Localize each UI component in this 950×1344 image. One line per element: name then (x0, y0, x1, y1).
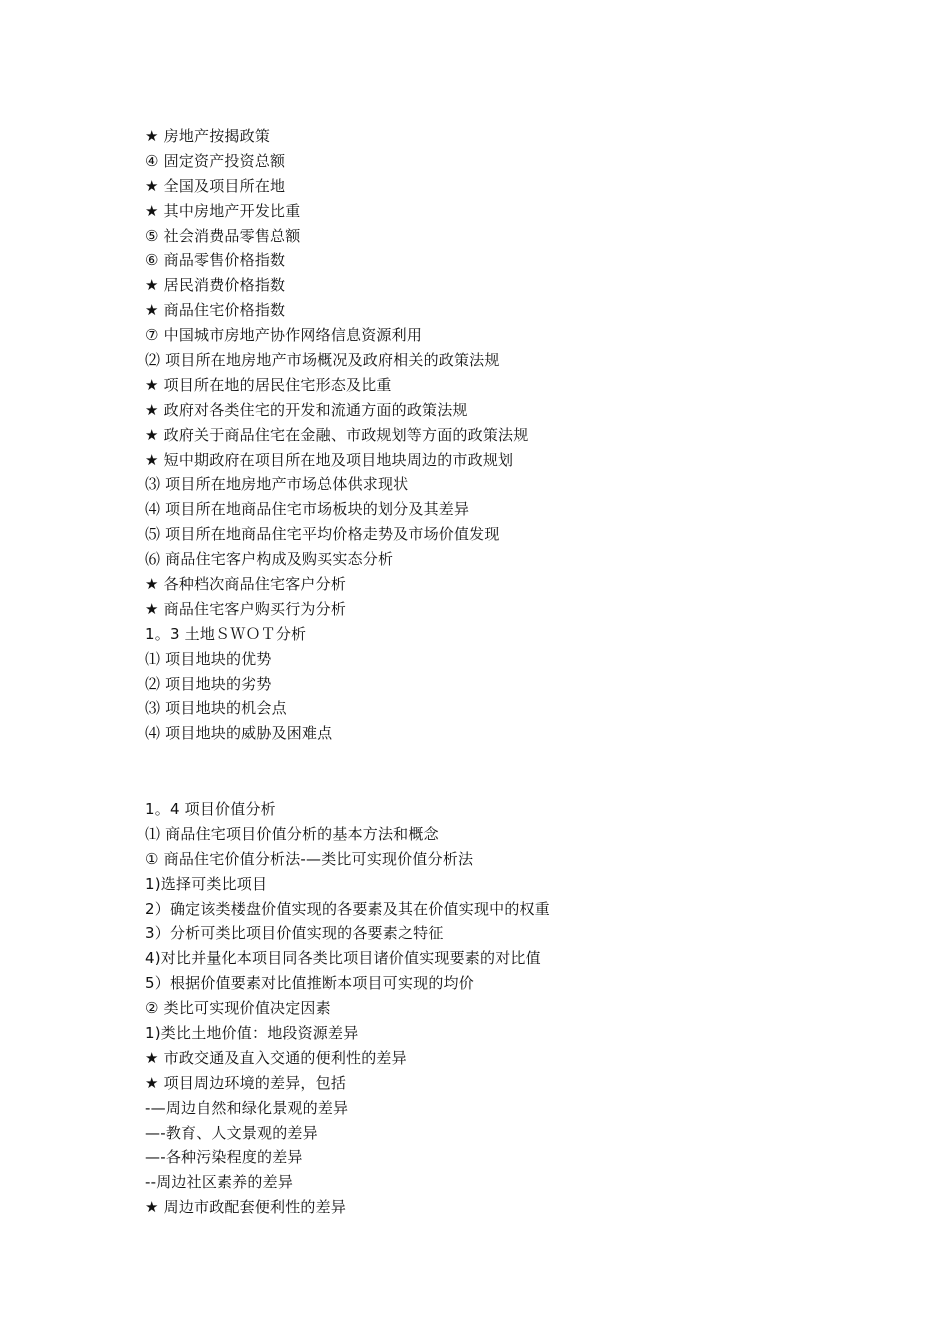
outline-line: ★ 全国及项目所在地 (145, 176, 286, 195)
outline-line: ★ 项目周边环境的差异，包括 (145, 1073, 347, 1092)
outline-line: ★ 房地产按揭政策 (145, 127, 271, 145)
outline-line: 1)类比土地价值：地段资源差异 (145, 1024, 359, 1043)
outline-line: ⑶ 项目所在地房地产市场总体供求现状 (145, 475, 409, 494)
outline-line: ★ 项目所在地的居民住宅形态及比重 (145, 375, 392, 394)
outline-line: --周边社区素养的差异 (145, 1173, 294, 1192)
outline-section-market (145, 124, 865, 746)
outline-line: ⑦ 中国城市房地产协作网络信息资源利用 (145, 326, 423, 345)
outline-line: ⑥ 商品零售价格指数 (145, 251, 286, 270)
outline-line: ① 商品住宅价值分析法-—类比可实现价值分析法 (145, 849, 474, 868)
outline-line: 2）确定该类楼盘价值实现的各要素及其在价值实现中的权重 (145, 899, 550, 918)
outline-line: 1。4 项目价值分析 (145, 800, 276, 818)
outline-line: ⑷ 项目地块的威胁及困难点 (145, 724, 333, 743)
outline-line: ⑹ 商品住宅客户构成及购买实态分析 (145, 550, 394, 569)
outline-line: 5）根据价值要素对比值推断本项目可实现的均价 (145, 974, 474, 993)
outline-line: —-教育、人文景观的差异 (145, 1123, 318, 1142)
outline-line: —-各种污染程度的差异 (145, 1148, 303, 1167)
outline-line: ★ 其中房地产开发比重 (145, 201, 301, 220)
outline-line: 1)选择可类比项目 (145, 874, 268, 893)
outline-line: -—周边自然和绿化景观的差异 (145, 1098, 349, 1117)
outline-line: ⑤ 社会消费品零售总额 (145, 226, 301, 245)
outline-section-value-analysis (145, 797, 865, 1220)
outline-line: ⑴ 项目地块的优势 (145, 649, 272, 668)
outline-line: ★ 政府对各类住宅的开发和流通方面的政策法规 (145, 400, 468, 419)
outline-line: 4)对比并量化本项目同各类比项目诸价值实现要素的对比值 (145, 949, 541, 968)
outline-line: ★ 周边市政配套便利性的差异 (145, 1198, 347, 1217)
outline-line: 1。3 土地ＳＷＯＴ分析 (145, 624, 307, 643)
outline-line: ★ 市政交通及直入交通的便利性的差异 (145, 1048, 407, 1067)
outline-line: ⑶ 项目地块的机会点 (145, 699, 287, 718)
outline-line: ★ 商品住宅客户购买行为分析 (145, 599, 347, 618)
outline-line: ★ 短中期政府在项目所在地及项目地块周边的市政规划 (145, 450, 514, 469)
outline-line: ★ 商品住宅价格指数 (145, 301, 286, 320)
outline-line: ⑵ 项目地块的劣势 (145, 674, 272, 693)
outline-line: ⑵ 项目所在地房地产市场概况及政府相关的政策法规 (145, 351, 500, 370)
outline-line: 3）分析可类比项目价值实现的各要素之特征 (145, 924, 444, 943)
outline-line: ★ 各种档次商品住宅客户分析 (145, 575, 347, 594)
outline-line: ★ 居民消费价格指数 (145, 276, 286, 295)
outline-line: ④ 固定资产投资总额 (145, 151, 286, 170)
outline-line: ⑴ 商品住宅项目价值分析的基本方法和概念 (145, 824, 439, 843)
outline-line: ② 类比可实现价值决定因素 (145, 999, 331, 1018)
outline-line: ⑷ 项目所在地商品住宅市场板块的划分及其差异 (145, 500, 470, 519)
outline-line: ⑸ 项目所在地商品住宅平均价格走势及市场价值发现 (145, 525, 500, 544)
outline-line: ★ 政府关于商品住宅在金融、市政规划等方面的政策法规 (145, 425, 529, 444)
